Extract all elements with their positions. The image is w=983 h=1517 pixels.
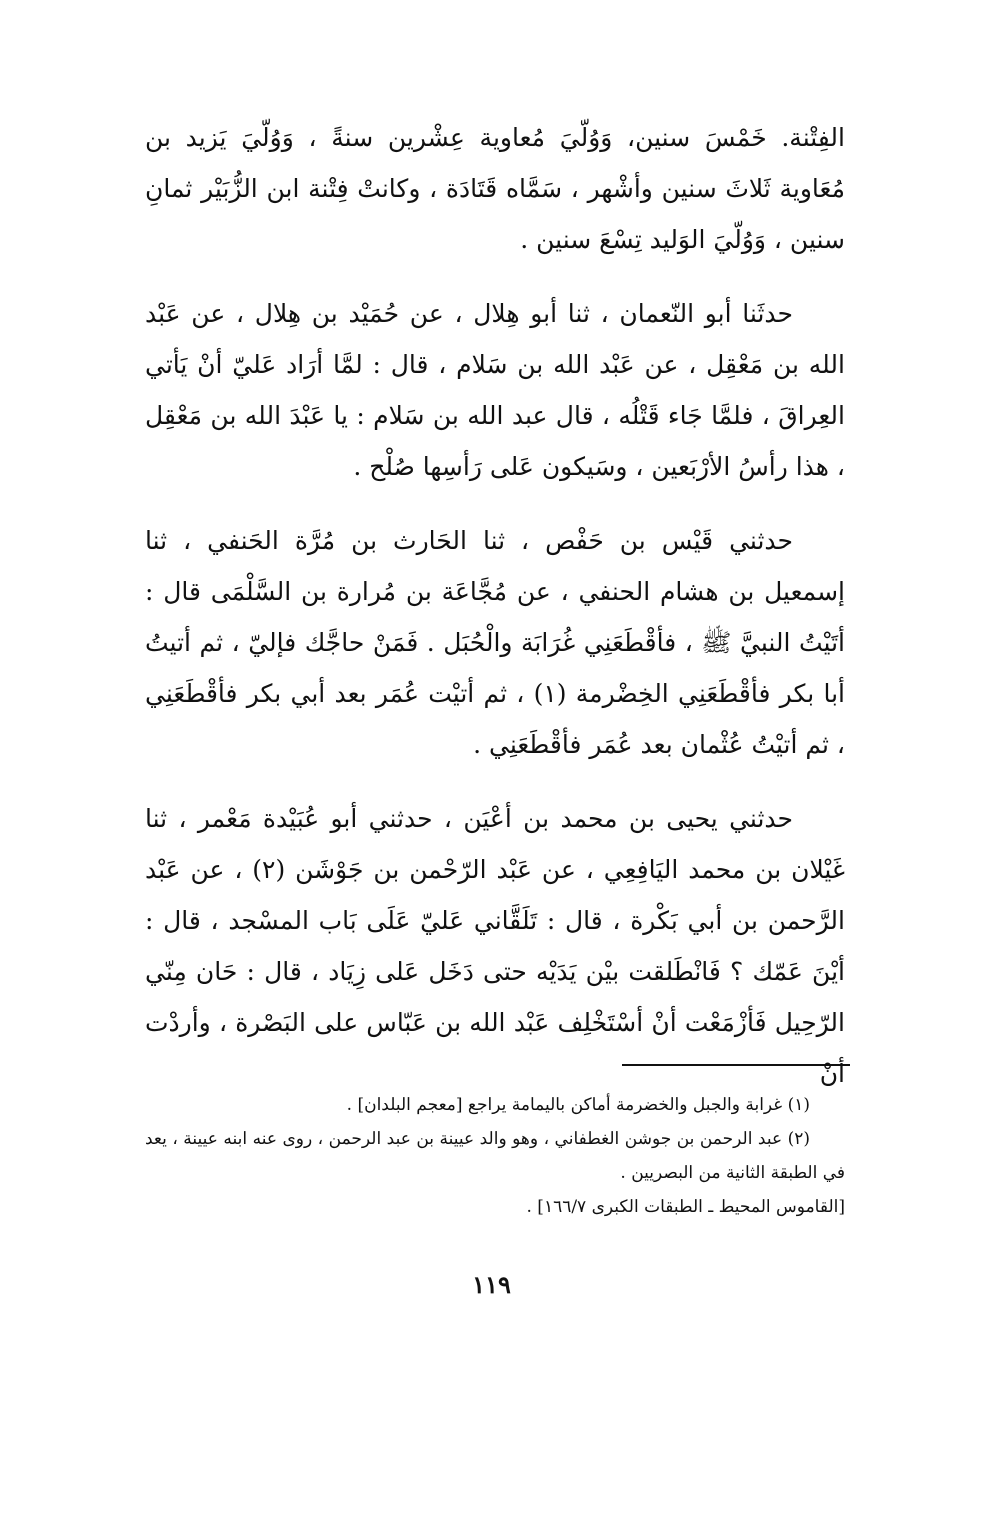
- paragraph-1: الفِتْنة. خَمْسَ سنين، وَوُلّيَ مُعاوية عِشْرين سنةً ، وَوُلّيَ يَزيد بن مُعَاوية ثَلاثَ سنين وأشْهر ، سَمَّاه قَتَادَة ، وكانتْ فِتْنة ابن الزُّبَيْر ثمانِ سنين ، وَوُلّيَ الوَليد تِسْعَ سنين .: [145, 123, 845, 254]
- page-number: ١١٩: [472, 1270, 511, 1299]
- main-text: [145, 112, 845, 1122]
- footnote-1: (١) غرابة والجبل والخضرمة أماكن باليمامة يراجع [معجم البلدان] .: [346, 1095, 810, 1115]
- footnote-separator: [622, 1064, 850, 1066]
- paragraph-4: حدثني يحيى بن محمد بن أعْيَن ، حدثني أبو عُبَيْدة مَعْمر ، ثنا غَيْلان بن محمد اليَافِعِي ، عن عَبْد الرّحْمن بن جَوْشَن (٢) ، عن عَبْد الرَّحمن بن أبي بَكْرة ، قال : تَلَقَّاني عَليّ عَلَى بَاب المسْجد ، قال : أيْنَ عَمّك ؟ فَانْطَلقت بيْن يَدَيْه حتى دَخَل عَلى زِيَاد ، قال : حَان مِنّي الرّحِيل فَأزْمَعْت أنْ أسْتَخْلِف عَبْد الله بن عَبّاس على البَصْرة ، وأردْت أنْ: [145, 804, 845, 1088]
- paragraph-3: حدثني قَيْس بن حَفْص ، ثنا الحَارث بن مُرَّة الحَنفي ، ثنا إسمعيل بن هشام الحنفي ، عن مُجَّاعَة بن مُرارة بن السَّلْمَى قال : أتَيْتُ النبيَّ ﷺ ، فأقْطَعَنِي غُرَابَة والْحُبَل . فَمَنْ حاجَّك فإليّ ، ثم أتيتُ أبا بكر فأقْطَعَنِي الخِضْرمة (١) ، ثم أتيْت عُمَر بعد أبي بكر فأقْطَعَنِي ، ثم أتيْتُ عُثْمان بعد عُمَر فأقْطَعَنِي .: [145, 526, 845, 759]
- footnotes: [145, 1088, 845, 1224]
- footnote-source: [القاموس المحيط ـ الطبقات الكبرى ١٦٦/٧] .: [526, 1197, 845, 1217]
- paragraph-2: حدثَنا أبو النّعمان ، ثنا أبو هِلال ، عن حُمَيْد بن هِلال ، عن عَبْد الله بن مَعْقِل ، عن عَبْد الله بن سَلام ، قال : لمَّا أرَاد عَليّ أنْ يَأتي العِراقَ ، فلمَّا جَاء قَتْلُه ، قال عبد الله بن سَلام : يا عَبْدَ الله بن مَعْقِل ، هذا رأسُ الأرْبَعين ، وسَيكون عَلى رَأسِها صُلْح .: [145, 299, 845, 481]
- footnote-2: (٢) عبد الرحمن بن جوشن الغطفاني ، وهو والد عيينة بن عبد الرحمن ، روى عنه ابنه عيينة ، يعد في الطبقة الثانية من البصريين .: [145, 1129, 845, 1183]
